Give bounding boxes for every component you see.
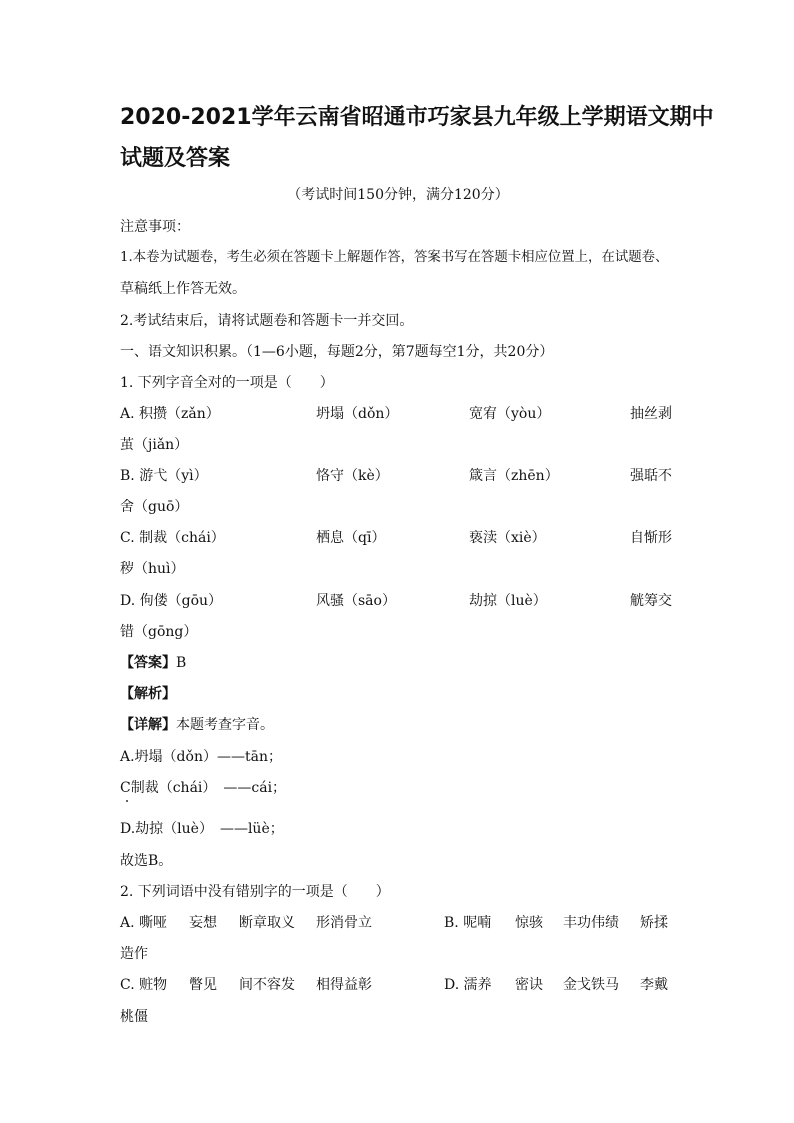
q2-b-label: B. 呢喃 [444, 915, 492, 931]
q1-stem: 1. 下列字音全对的一项是（ ） [120, 375, 334, 391]
q1-fix-d: D.劫掠（luè） ——lüè； [120, 821, 284, 837]
q2-c-w3: 间不容发 [239, 977, 295, 993]
q1-b-col4: 强聒不 [630, 468, 672, 484]
notice-1-line2: 草稿纸上作答无效。 [120, 281, 246, 297]
q2-b-w3: 丰功伟绩 [563, 915, 619, 931]
q1-a-col2: 坍塌（dǒn） [316, 406, 399, 422]
q2-b-w4: 矫揉 [640, 915, 668, 931]
notice-1-line1: 1.本卷为试题卷，考生必须在答题卡上解题作答，答案书写在答题卡相应位置上，在试题卷、 [120, 250, 669, 265]
q1-b-col3: 箴言（zhēn） [469, 468, 559, 484]
q1-d-col1: D. 佝偻（gōu） [120, 593, 223, 609]
q2-d-w3: 金戈铁马 [563, 977, 619, 993]
notice-title: 注意事项： [120, 219, 190, 235]
q2-a-label: A. 嘶哑 [120, 915, 168, 931]
q1-d-col4: 觥筹交 [630, 593, 672, 609]
q2-a-w3: 断章取义 [239, 915, 295, 931]
answer-value: B [176, 655, 187, 671]
q1-d-col3: 劫掠（luè） [469, 593, 547, 609]
q2-c-label: C. 赃物 [120, 977, 168, 993]
q1-a-col3: 宽宥（yòu） [469, 406, 551, 422]
q1-d-cont: 错（gōng） [120, 624, 198, 640]
q1-c-col2: 栖息（qī） [316, 530, 386, 546]
doc-title-line1: 2020-2021学年云南省昭通市巧家县九年级上学期语文期中 [120, 105, 714, 130]
q2-a-w4: 形消骨立 [316, 915, 372, 931]
doc-title-line2: 试题及答案 [120, 146, 231, 171]
q2-d-w4: 李戴 [640, 977, 668, 993]
exam-info: （考试时间150分钟，满分120分） [287, 187, 509, 203]
q2-d-label: D. 濡养 [444, 977, 492, 993]
analysis-label: 【解析】 [120, 686, 176, 702]
q2-b-w2: 惊骇 [515, 915, 543, 931]
q1-d-col2: 风骚（sāo） [316, 593, 396, 609]
q2-d-w2: 密诀 [515, 977, 543, 993]
q1-c-col1: C. 制裁（chái） [120, 530, 225, 546]
section-1-heading: 一、语文知识积累。（1—6小题，每题2分，第7题每空1分，共20分） [120, 344, 554, 360]
q2-c-w4: 相得益彰 [316, 977, 372, 993]
q1-c-col3: 亵渎（xiè） [469, 530, 546, 546]
detail-text: 本题考查字音。 [176, 717, 274, 733]
q1-fix-a: A.坍塌（dǒn）——tān； [120, 749, 282, 765]
q1-detail [120, 717, 676, 733]
q2-c-w2: 瞥见 [189, 977, 217, 993]
q2-a-w2: 妄想 [189, 915, 217, 931]
q1-c-col4: 自惭形 [630, 530, 672, 546]
q1-c-cont: 秽（huì） [120, 561, 185, 577]
q1-answer [120, 655, 676, 671]
notice-2: 2.考试结束后，请将试题卷和答题卡一并交回。 [120, 313, 414, 329]
q1-a-cont: 茧（jiǎn） [120, 437, 189, 453]
q1-conclusion: 故选B。 [120, 853, 173, 869]
q2-stem: 2. 下列词语中没有错别字的一项是（ ） [120, 884, 390, 900]
q1-b-col2: 恪守（kè） [316, 468, 389, 484]
q1-b-cont: 舍（guō） [120, 499, 189, 515]
q1-b-col1: B. 游弋（yì） [120, 468, 208, 484]
q2-d-cont: 桃僵 [120, 1009, 148, 1025]
answer-label: 【答案】 [120, 655, 176, 671]
q1-fix-c: C制裁（chái） ——cái； [120, 780, 287, 796]
q2-b-cont: 造作 [120, 946, 148, 962]
q1-a-col1: A. 积攒（zǎn） [120, 406, 220, 422]
detail-label: 【详解】 [120, 717, 176, 733]
q1-a-col4: 抽丝剥 [630, 406, 672, 422]
stray-dot [126, 800, 128, 802]
